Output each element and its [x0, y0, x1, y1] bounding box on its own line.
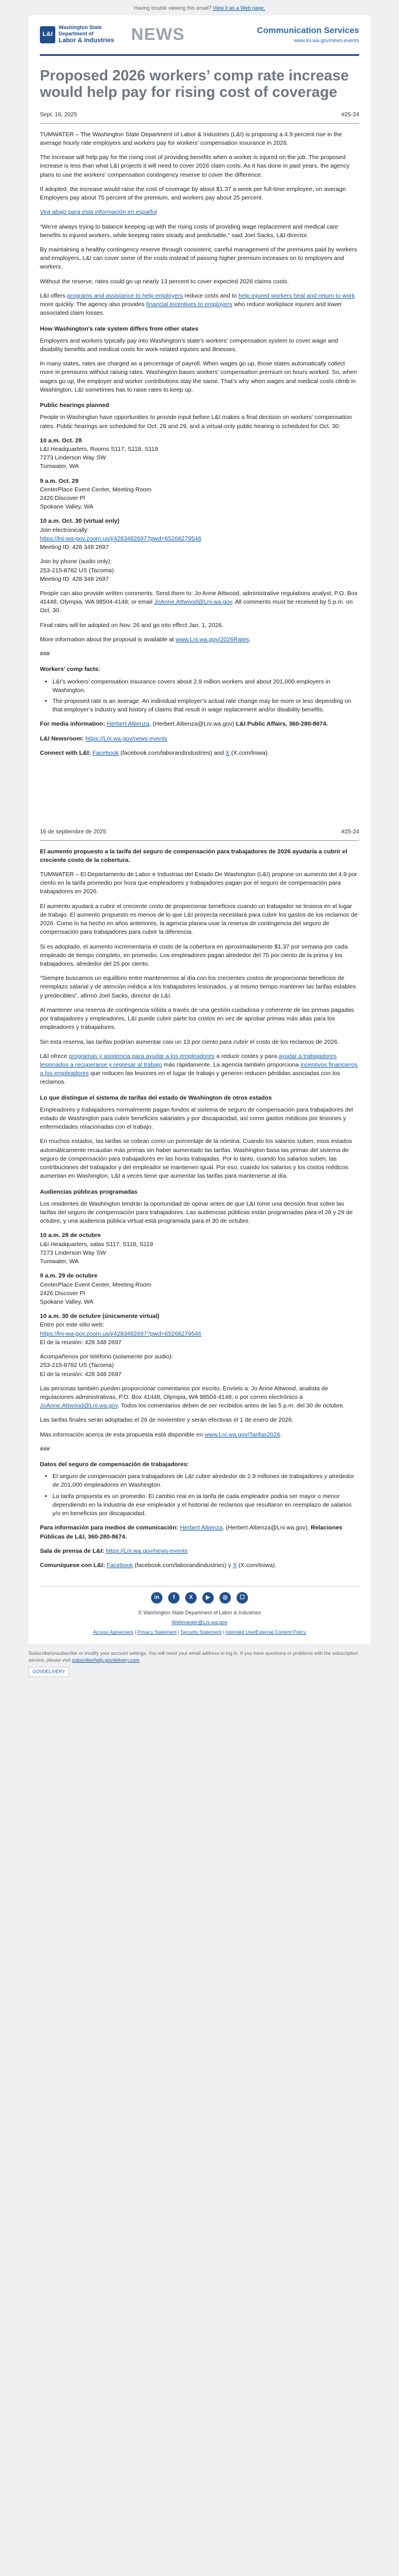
lni-logo-icon: L&I: [40, 26, 55, 43]
list-item: • L&I’s workers’ compensation insurance covers about 2.9 million workers and about 201,000 employers in Washington.: [52, 678, 359, 695]
employer-programs-link[interactable]: programs and assistance to help employers: [67, 292, 183, 299]
paragraph: L&I offers programs and assistance to help employers reduce costs and to help injured workers heal and return to work more quickly. The agency also provides financial incentives to employers who reduce workplace injuries and lower associated claim losses.: [40, 292, 355, 317]
paragraph: Al mantener una reserva de contingencia sólida a través de una gestión cuidadosa y coherente de las primas pagadas por trabajadores y empleadores, L&I puede cubrir parte los costos en vez de aprobar primas más altas para los empleadores y trabajadores.: [40, 1006, 355, 1031]
financial-incentives-link[interactable]: incentivos financieros a los empleadores: [40, 1061, 358, 1077]
hearing-phone: Acompañenos por teléfono (solamente por audio): 253-215-8782 US (Tacoma) El de la reunión: 428 348 2697: [40, 1353, 173, 1378]
facts-heading: Datos del seguro de compensación de trabajadores:: [40, 1461, 189, 1468]
list-item: • The proposed rate is an average. An individual employer’s actual rate change may be more or less depending on that employer’s industry and history of claims that result in wage replacement and/or disability benefits.: [52, 697, 359, 714]
page-title: Proposed 2026 workers’ comp rate increase would help pay for rising cost of coverage: [40, 66, 349, 101]
section-separator: ###: [40, 650, 50, 658]
comments-email-link[interactable]: JoAnne.Attwood@Lni.wa.gov: [154, 599, 232, 606]
facebook-link[interactable]: Facebook: [107, 1562, 133, 1569]
media-contact-link[interactable]: Herbert Altienza: [180, 1524, 223, 1532]
paragraph: El aumento ayudará a cubrir el creciente costo de proporcionar beneficios cuando un trabajador se lesiona en el lugar de trabajo. El aumento propuesto es menos de lo que L&I proyecta necesitará para cubrir los gastos de los reclamos de 2026. Como lo ha hecho en años anteriores, la agencia planea usar la reserva de contingencia del seguro de compensación para trabajadores para cubrir la diferencia.: [40, 902, 358, 936]
paragraph: Si es adoptado, el aumento incrementaría el costo de la cobertura en aproximadamente $1.37 por semana por cada empleado de tiempo completo, en promedio. Los empleadores pagan alrededor del 75 por ciento de la prima y los trabajadores, alrededor del 25 por ciento.: [40, 943, 348, 967]
paragraph: If adopted, the increase would raise the cost of coverage by about $1.37 a week per full-time employee, on average. Employers pay about 75 percent of the premium, and workers pay about 25 percent.: [40, 185, 348, 202]
instagram-icon[interactable]: ◎: [219, 1592, 231, 1604]
section-heading: Public hearings planned: [40, 402, 109, 409]
lni-logo[interactable]: L&I Washington State Department of Labor & Industries: [40, 25, 125, 44]
access-agreement-link[interactable]: Access Agreement: [93, 1629, 133, 1635]
media-contact: For media information: Herbert Altienza, (Herbert.Altienza@Lni.wa.gov) L&I Public Affairs, 360-280-8674.: [40, 721, 328, 728]
paragraph: The increase will help pay for the rising cost of providing benefits when a worker is injured on the job. The proposed increase is less than what L&I projects it will need to cover 2026 claim costs. As it has done in past years, the agency plans to use the workers' compensation contingency reserve to cover the difference.: [40, 154, 350, 178]
newsroom-link[interactable]: https://Lni.wa.gov/news-events: [85, 735, 168, 742]
release-number: #25-24: [341, 112, 359, 119]
hearing-virtual: 10 a.m. Oct. 30 (virtual only) Join electronically: https://lni-wa-gov.zoom.us/j/4283482697?pwd=65268279546 Meeting ID: 428 348 2697: [40, 518, 202, 551]
rates-info-link[interactable]: www.Lni.wa.gov/Tarifas2026: [204, 1431, 280, 1438]
social-icons: [40, 1592, 359, 1604]
release-dateline: [40, 111, 359, 120]
section-heading: Audiencias públicas programadas: [40, 1188, 137, 1195]
list-item: • La tarifa propuesta es un promedio. El cambio real en la tarifa de cada empleador podría ser mayor o menor dependiendo en la industria de ese empleador y el historial de reclamos que resultaron en reemplazo de salarios y/o en beneficios por discapacidad.: [52, 1492, 359, 1519]
hearing-spokane: 9 a.m. 29 de octubre CenterPlace Event Center, Meeting Room 2426 Discover Pl Spokane Valley, WA: [40, 1272, 152, 1305]
security-statement-link[interactable]: Security Statement: [180, 1629, 222, 1635]
news-wordmark: NEWS: [131, 25, 185, 44]
privacy-statement-link[interactable]: Privacy Statement: [137, 1629, 177, 1635]
release-date: Sept. 16, 2025: [40, 112, 78, 119]
email-body: [28, 15, 370, 1644]
linkedin-icon[interactable]: ☐: [237, 1592, 248, 1604]
media-contact: Para información para medios de comunicación: Herbert Altienza, (Herbert.Altienza@Lni.wa.gov), Relaciones Públicas de L&I, 360-280-8674.: [40, 1524, 343, 1540]
paragraph: Final rates will be adopted on Nov. 26 and go into effect Jan. 1, 2026.: [40, 621, 223, 629]
release-date: 16 de septiembre de 2025: [40, 829, 107, 836]
paragraph: Sin esta reserva, las tarifas podrían aumentar casi un 13 por ciento para cubrir el costo de los reclamos de 2026.: [40, 1038, 339, 1045]
paragraph: Los residentes de Washington tendrán la oportunidad de opinar antes de que L&I tome una decisión final sobre las tarifas del seguro de compensación para trabajadores. Las audiencias públicas están programadas para el 28 y 29 de octubre, y una audiencia pública virtual está programada para el 30 de octubre.: [40, 1200, 353, 1225]
hearing-tumwater: 10 a.m. 28 de octubre L&I Headquarters, salas S117, S118, S119 7273 Linderson Way SW Tumwater, WA: [40, 1232, 153, 1265]
employer-programs-link[interactable]: programas y asistencia para ayudar a los empleadores: [68, 1052, 215, 1060]
comments-email-link[interactable]: JoAnne.Attwood@Lni.wa.gov: [40, 1402, 118, 1410]
subscriber-help-link[interactable]: subscriberhelp.govdelivery.com: [72, 1657, 140, 1663]
paragraph: L&I ofrece programas y asistencia para ayudar a los empleadores a reducir costes y para ayudar a trabajadores lesionados a recuperarse y regresar al trabajo más rápidamente. La agencia también proporciona incentivos financieros a los empleadores que reducen las lesiones en el lugar de trabajo y generen reducen pérdidas asociadas con los reclamos.: [40, 1052, 358, 1086]
list-item: • El seguro de compensación para trabajadores de L&I cubre alrededor de 2.9 millones de trabajadores y alrededor de 201,000 empleadores en Washington.: [52, 1472, 359, 1490]
paragraph: “We’re always trying to balance keeping up with the rising costs of providing wage replacement and medical care benefits to injured workers, while keeping rates steady and predictable,” said Joel Sacks, L&I director.: [40, 223, 339, 239]
news-events-url[interactable]: www.lni.wa.gov/news-events: [294, 38, 359, 44]
financial-incentives-link[interactable]: financial incentives to employers: [146, 301, 233, 308]
paragraph: People can also provide written comments. Send them to: Jo Anne Attwood, administrative regulations analyst, P.O. Box 41448, Olympia, WA 98504-4148; or email JoAnne.Attwood@Lni.wa.gov. All comments must be received by 5 p.m. on Oct. 30.: [40, 590, 358, 615]
divider: [40, 840, 359, 841]
media-contact-link[interactable]: Herbert Altienza: [107, 721, 149, 728]
paragraph: Empleadores y trabajadores normalmente pagan fondos al sistema de seguro de compensación para trabajadores del estado de Washington para cubrir beneficios salariales y por discapacidad, así como gastos médicos por lesiones y enfermedades relacionadas con el trabajo.: [40, 1106, 353, 1131]
section-heading: How Washington’s rate system differs from other states: [40, 325, 199, 332]
x-icon[interactable]: X: [185, 1592, 197, 1604]
paragraph: En muchos estados, las tarifas se cobran como un porcentaje de la nómina. Cuando los salarios suben, esos estados automáticamente recaudan más primas sin haber aumentado las tarifas. Washington basa las primas del sistema de seguro de compensación para trabajadores en las horas trabajadas. Por lo tanto, cuando los salarios suben, las contribuciones del trabajador y del empleador se mantienen igual. Por eso, cuando los salarios y los costos médicos aumentan en Washington, L&I a veces tiene que aumentar las tarifas para mantenerse al día.: [40, 1138, 352, 1180]
newsroom: Sala de prensa de L&I: https://Lni.wa.gov/news-events: [40, 1547, 188, 1554]
paragraph: TUMWATER – The Washington State Department of Labor & Industries (L&I) is proposing a 4.9 percent rise in the average hourly rate employers and workers pay for workers' compensation insurance in 2026.: [40, 131, 342, 147]
paragraph: People in Washington have opportunities to provide input before L&I makes a final decision on workers’ compensation rates. Public hearings are scheduled for Oct. 28 and 29, and a virtual-only public hearing is scheduled for Oct. 30:: [40, 414, 352, 430]
paragraph: By maintaining a healthy contingency reserve through consistent, careful management of the premiums paid by workers and employers, L&I can cover some of the costs instead of passing higher premium increases on to employers and workers.: [40, 246, 357, 271]
spanish-title: El aumento propuesto a la tarifa del seguro de compensación para trabajadores de 2026 ayudaría a cubrir el creciente costo de la cobertura.: [40, 848, 348, 864]
x-link[interactable]: X: [225, 749, 230, 756]
paragraph: Las personas también pueden proporcionar comentarios por escrito. Envíelo a: Jo Anne Attwood, analista de regulaciones administrativas, P.O. Box 41448, Olympia, WA 98504-4148; o por correo electrónico a JoAnne.Attwood@Lni.wa.gov. Todos los comentarios deben de ser recibidos antes de las 5 p.m. del 30 de octubre.: [40, 1385, 345, 1410]
release-number: #25-24: [341, 829, 359, 836]
subscription-footer: Subscribe/unsubscribe or modify your account settings. You will need your email address to log in. If you have questions or problems with the subscription service, please visit subscriberhelp.govdelivery.com. GOVDELIVERY: [28, 1650, 370, 1688]
connect: Comuníquese con L&I: Facebook (facebook.com/laborandindustries) y X (X.com/lniwa).: [40, 1562, 276, 1569]
paragraph: “Siempre buscamos un equilibrio entre mantenernos al día con los crecientes costos de proporcionar beneficios de reemplazo salarial y de atención médica a los trabajadores lesionados, y al mismo tiempo mantener las tarifas estables y predecibles”, afirmó Joel Sacks, director de L&I.: [40, 975, 356, 999]
hearing-tumwater: 10 a.m. Oct. 28 L&I Headquarters, Rooms S117, S118, S119 7273 Linderson Way SW Tumwater, WA: [40, 437, 158, 470]
x-link[interactable]: X: [233, 1562, 237, 1569]
link-icon[interactable]: in: [151, 1592, 162, 1604]
external-content-policy-link[interactable]: Intended Use/External Content Policy: [225, 1629, 306, 1635]
facebook-icon[interactable]: f: [168, 1592, 180, 1604]
section-heading: Lo que distingue el sistema de tarifas del estado de Washington de otros estados: [40, 1094, 272, 1101]
paragraph: Más información acerca de esta propuesta está disponible en www.Lni.wa.gov/Tarifas2026.: [40, 1431, 282, 1438]
connect: Connect with L&I: Facebook (facebook.com/laborandindustries) and X (X.com/lniwa).: [40, 749, 270, 756]
webmaster-link[interactable]: Webmaster@Lni.wa.gov: [171, 1619, 227, 1626]
facts-list: [40, 1472, 359, 1518]
paragraph: Without the reserve, rates could go up nearly 13 percent to cover expected 2026 claims costs.: [40, 278, 289, 285]
zoom-link[interactable]: https://lni-wa-gov.zoom.us/j/4283482697?pwd=65268279546: [40, 1330, 202, 1337]
facts-list: [40, 678, 359, 715]
spanish-version-link[interactable]: Vea abajo para esta información en español: [40, 209, 157, 216]
view-as-webpage-link[interactable]: View it as a Web page.: [213, 5, 266, 11]
paragraph: TUMWATER – El Departamento de Labor e Industrias del Estado De Washington (L&I) propone un aumento del 4.9 por ciento en la tarifa promedio por hora que empleadores y trabajadores pagan por el seguro de compensación para trabajadores en 2026.: [40, 871, 357, 896]
header: [28, 15, 370, 54]
view-as-webpage-notice: Having trouble viewing this email? View it as a Web page.: [133, 5, 266, 11]
release-dateline: [40, 828, 359, 837]
zoom-link[interactable]: https://lni-wa-gov.zoom.us/j/4283482697?pwd=65268279546: [40, 535, 202, 542]
facts-heading: Workers’ comp facts:: [40, 666, 101, 673]
copyright: © Washington State Department of Labor & Industries: [138, 1610, 261, 1616]
english-release: [28, 56, 370, 770]
footer: [40, 1586, 359, 1643]
footer-links: Access Agreement | Privacy Statement | Security Statement | Intended Use/External Content Policy: [93, 1629, 306, 1635]
return-to-work-link[interactable]: ayudar a trabajadores lesionados a recuperarse y regresar al trabajo: [40, 1052, 337, 1068]
newsroom: L&I Newsroom: https://Lni.wa.gov/news-events: [40, 735, 168, 742]
youtube-icon[interactable]: ▶: [202, 1592, 214, 1604]
govdelivery-badge[interactable]: GOVDELIVERY: [28, 1667, 69, 1677]
hearing-virtual: 10 a.m. 30 de octubre (únicamente virtual) Entre por este sitio web: https://lni-wa-gov.zoom.us/j/4283482697?pwd=65268279546 El de la reunión: 428 348 2697: [40, 1313, 202, 1346]
newsroom-link[interactable]: https://Lni.wa.gov/news-events: [105, 1547, 188, 1554]
paragraph: In many states, rates are charged as a percentage of payroll. When wages go up, those states automatically collect more in premiums without raising rates. Washington bases workers’ compensation premium on hours worked. So, when wages go up, the employer and worker contributions stay the same. That’s why when wages and medical costs climb in Washington, L&I sometimes has to raise rates to keep up.: [40, 360, 357, 393]
communication-services: Communication Services www.lni.wa.gov/news-events: [257, 25, 359, 44]
section-separator: ###: [40, 1445, 50, 1452]
spanish-release: [28, 820, 370, 1581]
rates-info-link[interactable]: www.Lni.wa.gov/2026Rates: [176, 636, 250, 643]
hearing-spokane: 9 a.m. Oct. 29 CenterPlace Event Center, Meeting Room 2426 Discover Pl Spokane Valley, WA: [40, 477, 152, 511]
paragraph: Employers and workers typically pay into Washington’s state’s workers’ compensation system to cover wage and disability benefits and medical costs for work-related injuries and illnesses.: [40, 337, 338, 353]
hearing-phone: Join by phone (audio only): 253-215-8782 US (Tacoma) Meeting ID: 428 348 2697: [40, 558, 114, 583]
paragraph: Las tarifas finales serán adoptadas el 26 de noviembre y serán efectivas el 1 de enero de 2026.: [40, 1417, 294, 1424]
facebook-link[interactable]: Facebook: [92, 749, 119, 756]
return-to-work-link[interactable]: help injured workers heal and return to work: [238, 292, 355, 299]
divider: [40, 123, 359, 124]
paragraph: More information about the proposal is available at www.Lni.wa.gov/2026Rates.: [40, 636, 251, 643]
